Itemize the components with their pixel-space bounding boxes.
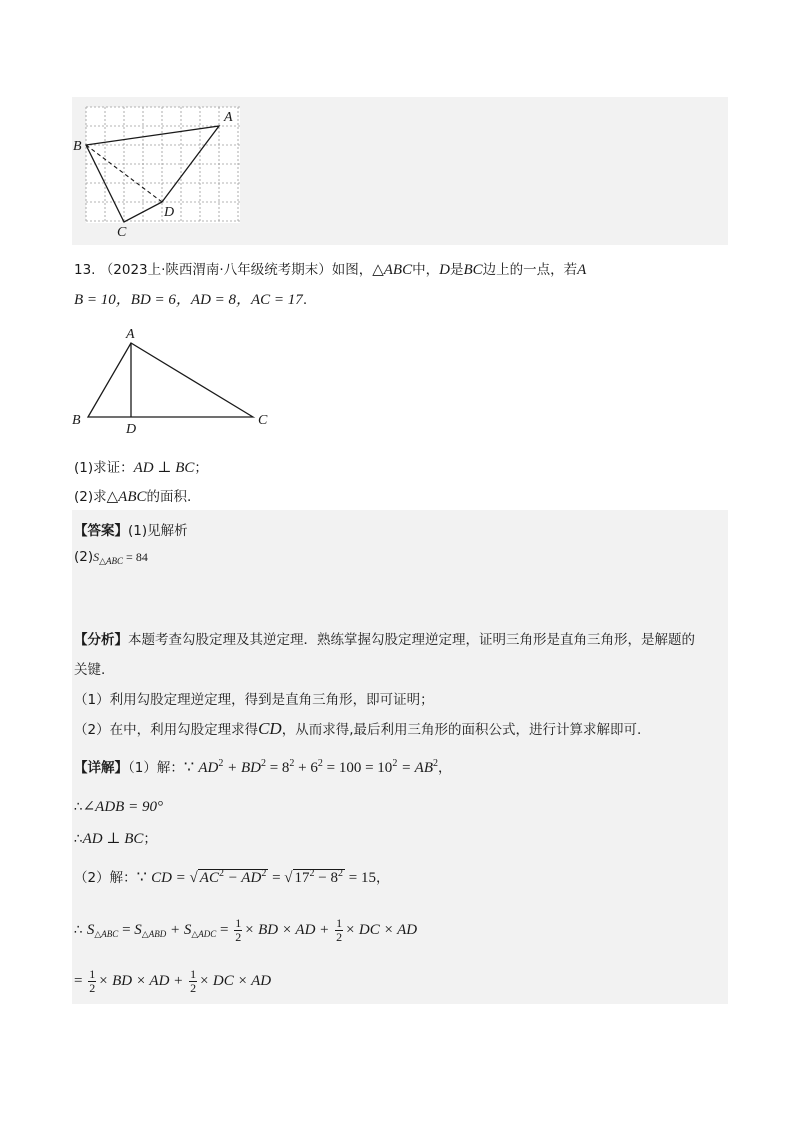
equation-area-cont: = $\frac{1}{2}$ × BD × AD + $\frac{1}{2}$ × DC × AD — [74, 967, 272, 995]
triangle-figure — [70, 323, 280, 435]
label-a: A — [126, 327, 135, 342]
question-line-1: 13. （2023上·陕西渭南·八年级统考期末）如图，△ABC中，D是BC边上的一点，若A — [74, 262, 587, 278]
analysis-point-2: （2）在中，利用勾股定理求得CD，从而求得,最后利用三角形的面积公式，进行计算求解即可. — [74, 719, 642, 738]
detail-line-6 — [74, 968, 271, 995]
detail-line-1: 【详解】（1）解：∵ $AD^2 + BD^2 = 8^2 + 6^2 = 100 = 10^2 = AB^2$， — [74, 757, 452, 776]
equation-1: $AD^2 + BD^2 = 8^2 + 6^2 = 100 = 10^2 = AB^2$ — [198, 758, 438, 776]
detail-line-3: ∴AD ⊥ BC； — [74, 831, 157, 847]
grid-figure — [72, 100, 247, 242]
label-c: C — [258, 413, 268, 428]
equation-area: $S_{\triangle ABC} = S_{\triangle ABD} + S_{\triangle ADC}$ = $\frac{1}{2}$ × BD × AD + $\frac{1}{2}$ × DC × AD — [86, 916, 418, 944]
answer-line-2: $(2)S_{\triangle ABC} = 84$ — [74, 549, 148, 566]
analysis-line-2: 关键. — [74, 662, 106, 678]
question-number: 13. — [74, 262, 96, 278]
detail-tag: 【详解】 — [74, 760, 128, 776]
subquestion-2: (2)求△ABC的面积. — [74, 489, 192, 505]
label-b: B — [73, 139, 82, 154]
detail-line-4: （2）解：∵ CD = √ $AC^2 - AD^2$ = √ $17^2 - 8^2 = 15$， — [74, 867, 390, 886]
analysis-line-1: 【分析】本题考查勾股定理及其逆定理．熟练掌握勾股定理逆定理，证明三角形是直角三角形，是解题的 — [74, 632, 695, 648]
detail-line-5: ∴ $S_{\triangle ABC} = S_{\triangle ABD} + S_{\triangle ADC}$ = $\frac{1}{2}$ × BD × AD + $\frac{1}{2}$ × DC × AD — [74, 916, 418, 944]
question-source: （2023上·陕西渭南·八年级统考期末） — [99, 262, 332, 278]
triangle-abc — [88, 343, 253, 417]
subquestion-1: (1)求证：AD ⊥ BC； — [74, 460, 208, 476]
label-c: C — [117, 225, 127, 240]
label-d: D — [164, 205, 175, 220]
answer-line-1: 【答案】(1)见解析 — [74, 523, 188, 539]
label-b: B — [72, 413, 81, 428]
analysis-point-1: （1）利用勾股定理逆定理，得到是直角三角形，即可证明； — [74, 692, 434, 708]
label-d: D — [126, 422, 137, 435]
detail-line-2: ∴∠ADB = 90° — [74, 799, 163, 815]
label-a: A — [224, 110, 233, 125]
equation-cd: CD = √ $AC^2 - AD^2$ = √ $17^2 - 8^2 = 15$ — [151, 868, 376, 886]
answer-tag: 【答案】 — [74, 523, 128, 539]
question-line-2: B = 10，BD = 6，AD = 8，AC = 17. — [74, 292, 308, 308]
analysis-tag: 【分析】 — [74, 632, 128, 648]
